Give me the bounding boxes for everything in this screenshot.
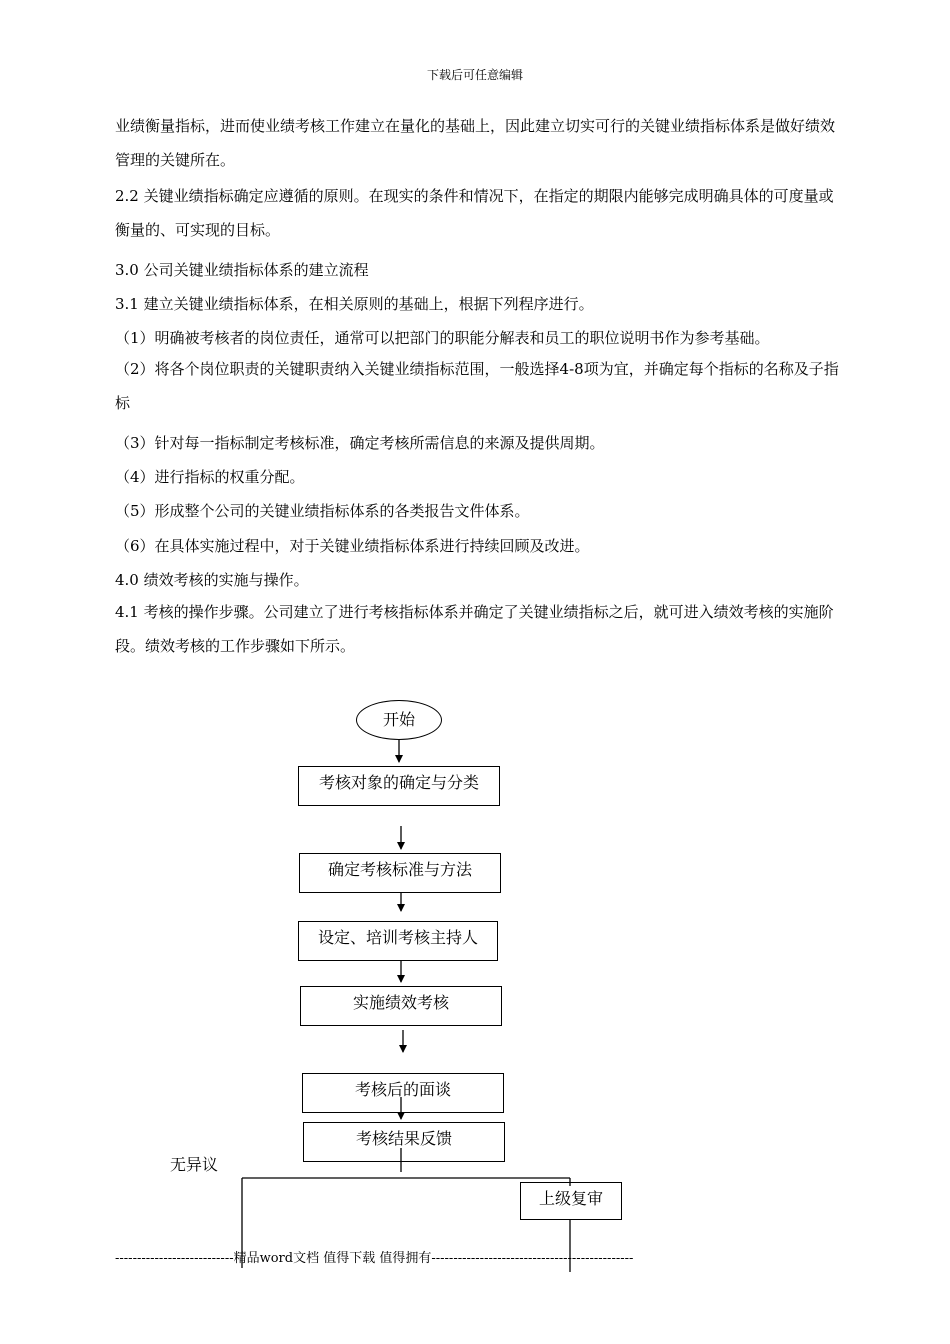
flow-start-node: 开始 xyxy=(356,700,442,740)
flow-step-5 xyxy=(302,1073,504,1113)
step-1-text: （1）明确被考核者的岗位责任，通常可以把部门的职能分解表和员工的职位说明书作为参考基础。 xyxy=(115,329,770,347)
flow-step-2-label: 确定考核标准与方法 xyxy=(327,860,472,879)
page-footer: ---------------------------精品word文档 值得下载 值得拥有---------------------------------------------- xyxy=(115,1251,634,1266)
flow-step-1 xyxy=(298,766,500,806)
flow-step-6 xyxy=(303,1122,505,1162)
section-3-1: 3.1 建立关键业绩指标体系，在相关原则的基础上，根据下列程序进行。 xyxy=(115,295,594,313)
paragraph-2-2: 2.2 关键业绩指标确定应遵循的原则。在现实的条件和情况下，在指定的期限内能够完成明确具体的可度量或衡量的、可实现的目标。 xyxy=(115,187,834,239)
flow-step-1-label: 考核对象的确定与分类 xyxy=(318,773,479,792)
flow-step-3-label: 设定、培训考核主持人 xyxy=(317,928,478,947)
step-4-text: （4）进行指标的权重分配。 xyxy=(115,468,305,486)
section-3-0-heading: 3.0 公司关键业绩指标体系的建立流程 xyxy=(115,261,369,279)
step-3-text: （3）针对每一指标制定考核标准，确定考核所需信息的来源及提供周期。 xyxy=(115,434,605,452)
flow-step-2 xyxy=(299,853,501,893)
flow-step-6-label: 考核结果反馈 xyxy=(355,1129,452,1148)
section-4-0-heading: 4.0 绩效考核的实施与操作。 xyxy=(115,571,309,589)
flow-step-5-label: 考核后的面谈 xyxy=(354,1080,451,1099)
flow-step-3 xyxy=(298,921,498,961)
page-header: 下载后可任意编辑 xyxy=(426,68,523,82)
flow-step-4 xyxy=(300,986,502,1026)
step-5-text: （5）形成整个公司的关键业绩指标体系的各类报告文件体系。 xyxy=(115,502,530,520)
flow-step-4-label: 实施绩效考核 xyxy=(352,993,449,1012)
step-6-text: （6）在具体实施过程中，对于关键业绩指标体系进行持续回顾及改进。 xyxy=(115,537,590,555)
section-4-1: 4.1 考核的操作步骤。公司建立了进行考核指标体系并确定了关键业绩指标之后，就可进入绩效考核的实施阶段。绩效考核的工作步骤如下所示。 xyxy=(115,603,834,655)
paragraph-1: 业绩衡量指标，进而使业绩考核工作建立在量化的基础上，因此建立切实可行的关键业绩指标体系是做好绩效管理的关键所在。 xyxy=(115,117,836,169)
flow-review-label: 上级复审 xyxy=(538,1189,603,1208)
step-2-text: （2）将各个岗位职责的关键职责纳入关键业绩指标范围，一般选择4-8项为宜，并确定每个指标的名称及子指标 xyxy=(115,360,839,412)
flow-no-objection-label: 无异议 xyxy=(170,1155,219,1174)
flow-review-node xyxy=(520,1182,622,1220)
